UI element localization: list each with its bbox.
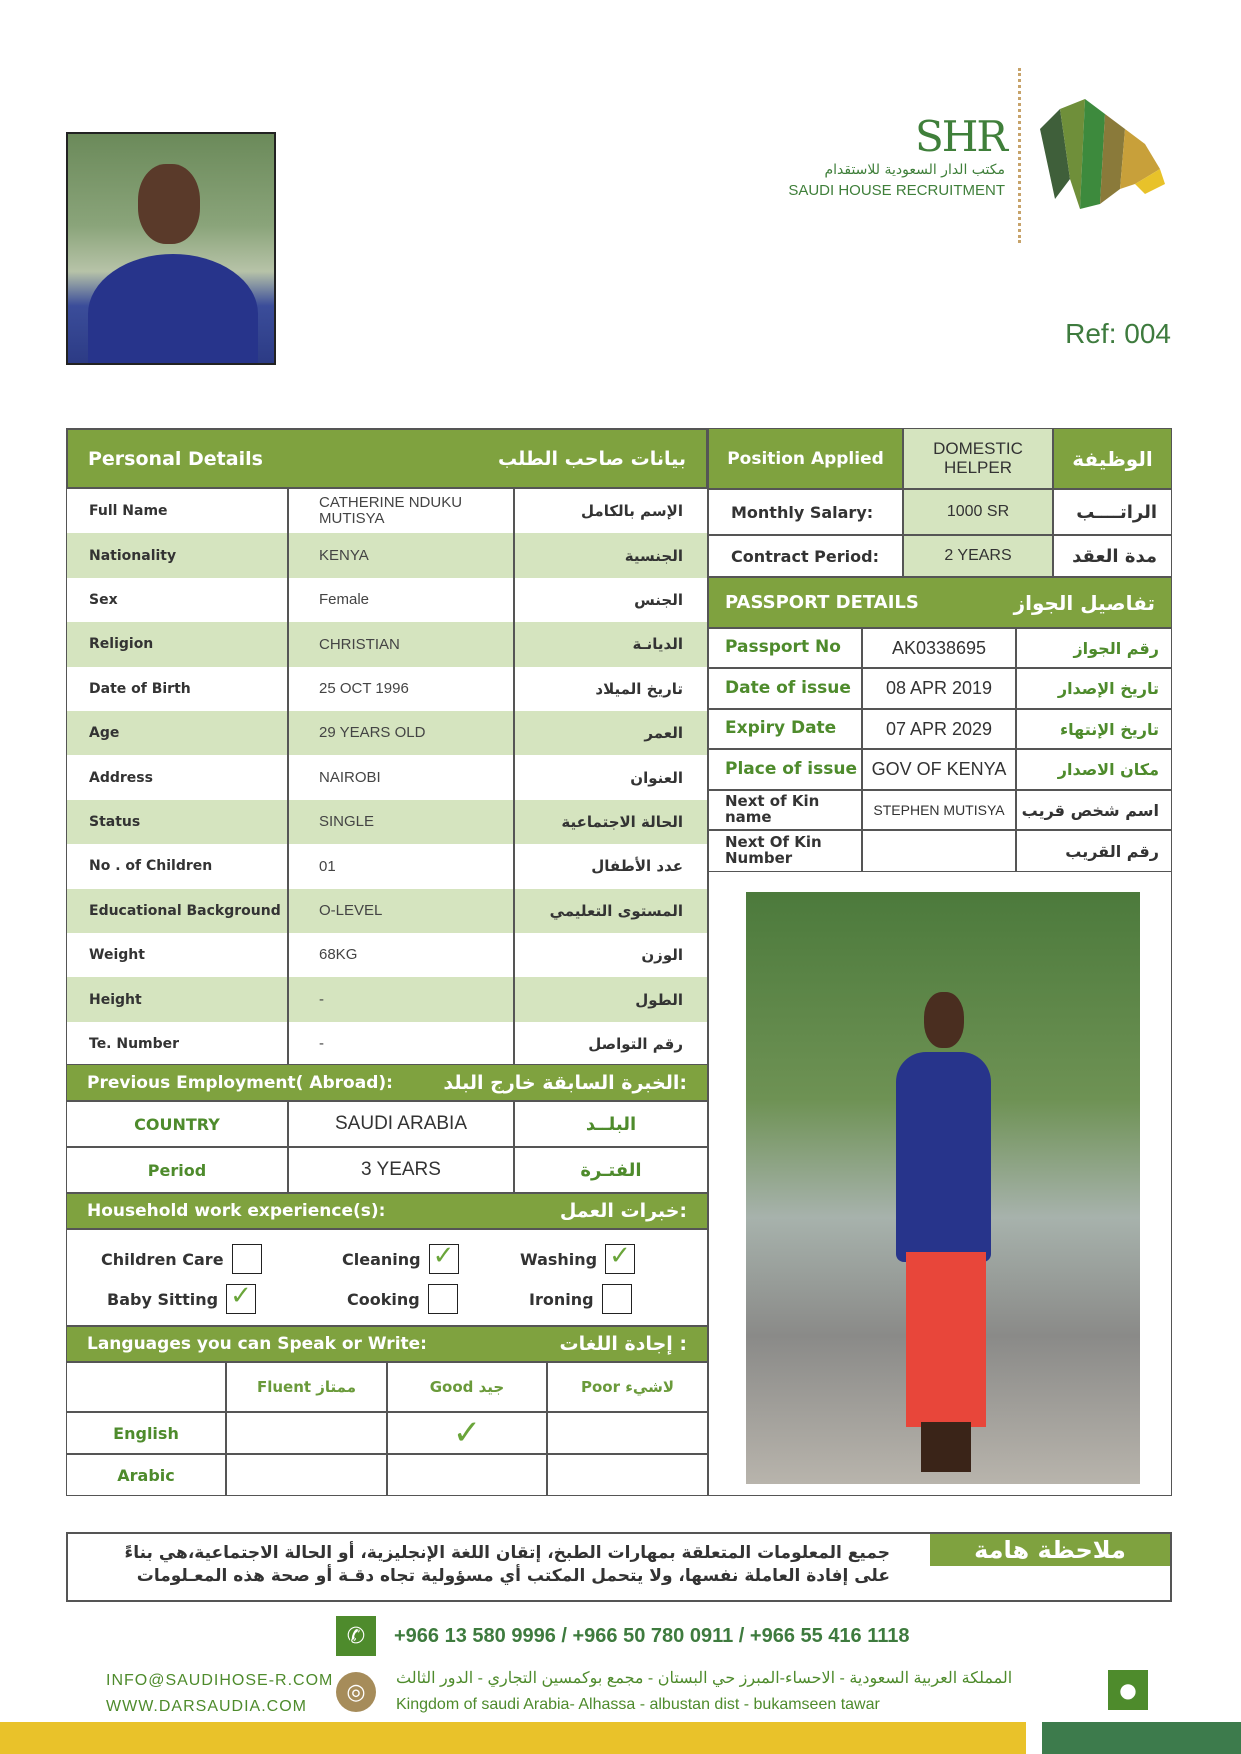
monthly-salary-label: Monthly Salary: xyxy=(708,489,903,535)
passport-row-label: Passport No xyxy=(708,628,862,668)
household-item xyxy=(107,1281,256,1314)
monthly-salary-label-ar: الراتــــب xyxy=(1053,489,1172,535)
personal-row-value: SINGLE xyxy=(288,800,514,844)
position-label-ar: الوظيفة xyxy=(1053,428,1172,489)
passport-details-title-ar: تفاصيل الجواز xyxy=(1013,590,1155,615)
face-shape xyxy=(138,164,200,244)
passport-row-value: GOV OF KENYA xyxy=(862,749,1016,790)
address-arabic: المملكة العربية السعودية - الاحساء-المبرز حي البستان - مجمع بوكمسين التجاري - الدور الثالث xyxy=(396,1670,1013,1687)
contract-period-label: Contract Period: xyxy=(708,535,903,577)
personal-row-label-ar: الحالة الاجتماعية xyxy=(514,800,708,844)
language-level-cell xyxy=(387,1412,547,1454)
location-pin-icon: ● xyxy=(1108,1670,1148,1710)
household-experience-title: Household work experience(s): xyxy=(87,1201,386,1221)
languages-corner-cell xyxy=(66,1362,226,1412)
personal-row-value: CHRISTIAN xyxy=(288,622,514,666)
personal-row-label: Nationality xyxy=(66,533,288,577)
skirt-shape xyxy=(906,1252,986,1427)
contract-period-value: 2 YEARS xyxy=(903,535,1053,577)
personal-row-label-ar: العمر xyxy=(514,711,708,755)
personal-details-header xyxy=(66,428,708,489)
passport-row-value: AK0338695 xyxy=(862,628,1016,668)
email-link[interactable]: INFO@SAUDIHOSE-R.COM xyxy=(106,1672,334,1689)
logo-divider xyxy=(1018,68,1021,243)
household-checklist xyxy=(66,1229,708,1326)
period-value: 3 YEARS xyxy=(288,1147,514,1193)
passport-row-label: Expiry Date xyxy=(708,709,862,749)
household-item-label: Children Care xyxy=(101,1249,224,1269)
personal-row-label-ar: الديانـة xyxy=(514,622,708,666)
previous-employment-title-ar: الخبرة السابقة خارج البلد: xyxy=(443,1071,687,1094)
passport-row-label: Place of issue xyxy=(708,749,862,790)
personal-row-value: 29 YEARS OLD xyxy=(288,711,514,755)
applicant-full-body-photo xyxy=(746,892,1140,1484)
legs-shape xyxy=(921,1422,971,1472)
important-note-title: ملاحظة هامة xyxy=(930,1534,1170,1566)
personal-row-label-ar: المستوى التعليمي xyxy=(514,889,708,933)
language-level-cell xyxy=(226,1412,387,1454)
address-english: Kingdom of saudi Arabia- Alhassa - albustan dist - bukamseen tawar xyxy=(396,1695,880,1713)
personal-row-label: Address xyxy=(66,755,288,799)
languages-title-ar: إجادة اللغات : xyxy=(559,1333,687,1355)
passport-row-label-ar: تاريخ الإصدار xyxy=(1016,668,1172,709)
passport-row-label: Next Of Kin Number xyxy=(708,830,862,872)
website-link[interactable]: WWW.DARSAUDIA.COM xyxy=(106,1697,307,1715)
personal-row-label: Weight xyxy=(66,933,288,977)
household-experience-header xyxy=(66,1193,708,1229)
personal-row-label-ar: الجنسية xyxy=(514,533,708,577)
languages-header xyxy=(66,1326,708,1362)
company-logo xyxy=(780,64,1180,244)
passport-row-label-ar: تاريخ الإنتهاء xyxy=(1016,709,1172,749)
household-item-label: Baby Sitting xyxy=(107,1289,219,1309)
personal-row-label-ar: رقم التواصل xyxy=(514,1022,708,1066)
personal-row-value: Female xyxy=(288,578,514,622)
personal-row-label-ar: العنوان xyxy=(514,755,708,799)
period-label: Period xyxy=(66,1147,288,1193)
personal-row-label-ar: الطول xyxy=(514,977,708,1021)
household-item-label: Washing xyxy=(520,1249,598,1269)
household-item-label: Ironing xyxy=(529,1289,594,1309)
personal-row-label: Educational Background xyxy=(66,889,288,933)
personal-row-label: Te. Number xyxy=(66,1022,288,1066)
personal-row-label: Status xyxy=(66,800,288,844)
passport-row-label: Next of Kin name xyxy=(708,790,862,830)
language-name: English xyxy=(66,1412,226,1454)
important-note-box xyxy=(66,1532,1172,1602)
head-shape xyxy=(924,992,964,1048)
passport-row-value: 07 APR 2029 xyxy=(862,709,1016,749)
household-experience-title-ar: خبرات العمل: xyxy=(559,1200,687,1222)
applicant-portrait-photo xyxy=(66,132,276,365)
personal-row-label: Full Name xyxy=(66,489,288,533)
footer-bar-yellow xyxy=(0,1722,1026,1754)
check-icon: ✓ xyxy=(230,1281,252,1311)
household-item xyxy=(101,1244,262,1274)
reference-number: Ref: 004 xyxy=(1065,318,1171,349)
personal-row-label: Height xyxy=(66,977,288,1021)
household-checkbox[interactable] xyxy=(428,1284,458,1314)
household-item xyxy=(529,1284,632,1314)
personal-row-value: 25 OCT 1996 xyxy=(288,667,514,711)
language-level-cell xyxy=(387,1454,547,1496)
jacket-shape xyxy=(896,1052,991,1262)
country-label: COUNTRY xyxy=(66,1101,288,1147)
household-item xyxy=(342,1241,459,1274)
position-applied-label: Position Applied xyxy=(708,428,903,489)
personal-row-label-ar: الإسم بالكامل xyxy=(514,489,708,533)
language-level-cell xyxy=(547,1412,708,1454)
passport-details-title: PASSPORT DETAILS xyxy=(725,592,919,613)
passport-row-label-ar: رقم الجواز xyxy=(1016,628,1172,668)
language-level-cell xyxy=(547,1454,708,1496)
household-checkbox[interactable] xyxy=(429,1241,459,1274)
hoodie-shape xyxy=(88,254,258,365)
personal-row-label-ar: الوزن xyxy=(514,933,708,977)
passport-row-label: Date of issue xyxy=(708,668,862,709)
phone-icon: ✆ xyxy=(336,1616,376,1656)
household-item-label: Cleaning xyxy=(342,1249,421,1269)
contract-period-label-ar: مدة العقد xyxy=(1053,535,1172,577)
household-checkbox[interactable] xyxy=(605,1241,635,1274)
household-checkbox[interactable] xyxy=(226,1281,256,1314)
personal-row-value: NAIROBI xyxy=(288,755,514,799)
web-contacts xyxy=(106,1668,333,1719)
personal-row-label: Date of Birth xyxy=(66,667,288,711)
personal-row-value: O-LEVEL xyxy=(288,889,514,933)
monthly-salary-value: 1000 SR xyxy=(903,489,1053,535)
phone-row xyxy=(336,1616,910,1656)
map-emblem-icon xyxy=(1030,89,1170,219)
phone-numbers: +966 13 580 9996 / +966 50 780 0911 / +966 55 416 1118 xyxy=(394,1624,910,1647)
personal-row-value: - xyxy=(288,1022,514,1066)
personal-row-label-ar: تاريخ الميلاد xyxy=(514,667,708,711)
personal-row-label-ar: الجنس xyxy=(514,578,708,622)
household-item xyxy=(520,1241,635,1274)
language-level-header: Fluent ممتاز xyxy=(226,1362,387,1412)
household-item-label: Cooking xyxy=(347,1289,420,1309)
language-name: Arabic xyxy=(66,1454,226,1496)
position-applied-value: DOMESTIC HELPER xyxy=(903,428,1053,489)
household-checkbox[interactable] xyxy=(602,1284,632,1314)
logo-english-name: SAUDI HOUSE RECRUITMENT xyxy=(788,182,1005,199)
address-block xyxy=(396,1666,1012,1717)
passport-details-header xyxy=(708,577,1172,628)
passport-row-label-ar: رقم القريب xyxy=(1016,830,1172,872)
important-note-text: جميع المعلومات المتعلقة بمهارات الطبخ، إتقان اللغة الإنجليزية، أو الحالة الاجتماعية،هي بناءً على إفادة العاملة نفسها، ولا يتحمل المكتب أي مسؤولية تجاه دقـة أو صحة هذه المعـلومات xyxy=(124,1543,890,1586)
passport-row-value: 08 APR 2019 xyxy=(862,668,1016,709)
language-level-header: Good جيد xyxy=(387,1362,547,1412)
personal-details-title-ar: بيانات صاحب الطلب xyxy=(498,447,686,470)
globe-icon: ◎ xyxy=(336,1672,376,1712)
household-item xyxy=(347,1284,458,1314)
personal-row-label: Religion xyxy=(66,622,288,666)
language-level-cell xyxy=(226,1454,387,1496)
check-icon: ✓ xyxy=(432,1241,455,1271)
personal-row-value: CATHERINE NDUKU MUTISYA xyxy=(288,489,514,533)
check-icon: ✓ xyxy=(452,1413,482,1453)
personal-row-value: 68KG xyxy=(288,933,514,977)
previous-employment-header xyxy=(66,1064,708,1101)
logo-arabic-name: مكتب الدار السعودية للاستقدام xyxy=(824,162,1005,178)
check-icon: ✓ xyxy=(609,1241,631,1271)
passport-row-label-ar: اسم شخص قريب xyxy=(1016,790,1172,830)
personal-details-title: Personal Details xyxy=(88,447,263,470)
period-label-ar: الفتـرة xyxy=(514,1147,708,1193)
passport-row-label-ar: مكان الاصدار xyxy=(1016,749,1172,790)
personal-row-label: Age xyxy=(66,711,288,755)
logo-mark: SHR xyxy=(915,112,1007,161)
personal-row-label-ar: عدد الأطفال xyxy=(514,844,708,888)
personal-row-value: KENYA xyxy=(288,533,514,577)
passport-row-value: STEPHEN MUTISYA xyxy=(862,790,1016,830)
personal-row-value: 01 xyxy=(288,844,514,888)
household-checkbox[interactable] xyxy=(232,1244,262,1274)
language-level-header: Poor لاشيء xyxy=(547,1362,708,1412)
personal-row-label: Sex xyxy=(66,578,288,622)
country-label-ar: البلــد xyxy=(514,1101,708,1147)
passport-row-value xyxy=(862,830,1016,872)
languages-title: Languages you can Speak or Write: xyxy=(87,1334,427,1354)
country-value: SAUDI ARABIA xyxy=(288,1101,514,1147)
personal-row-value: - xyxy=(288,977,514,1021)
previous-employment-title: Previous Employment( Abroad): xyxy=(87,1072,393,1093)
footer-bar-green xyxy=(1042,1722,1241,1754)
personal-row-label: No . of Children xyxy=(66,844,288,888)
